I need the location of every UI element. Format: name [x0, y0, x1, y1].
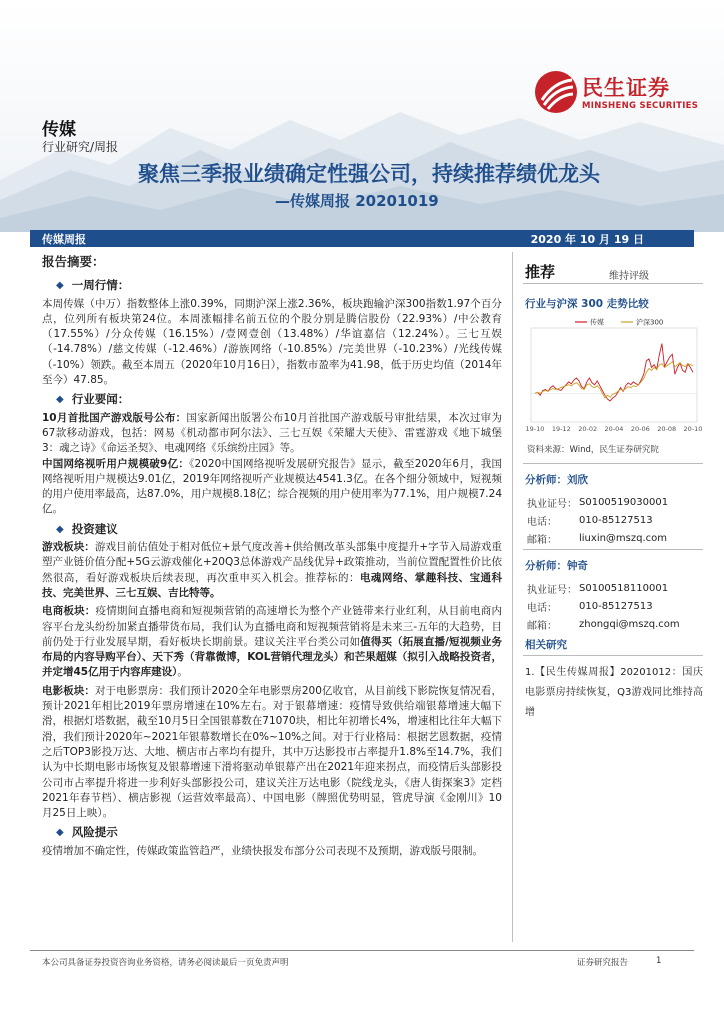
news-item-1-text: 国家新闻出版署公布10月首批国产游戏版号审批结果，本次过审为67款移动游戏，包括：网易《机动都市阿尔法》、三七互娱《荣耀大天使》、雷霆游戏《地下城堡3：魂之诗》《命运圣契》、电魂网络《乐缤纷庄园》等。: [42, 411, 502, 455]
advice-ecom-title: 电商板块：: [42, 605, 96, 618]
minsheng-logo-icon: [534, 70, 578, 114]
analyst-2-phone: 电话： 010-85127513: [527, 600, 653, 614]
diamond-bullet-icon: ◆: [56, 523, 64, 535]
x-tick-label: 20-02: [578, 425, 598, 433]
brand-name-cn: 民生证券: [582, 76, 670, 100]
section-advice-heading: 投资建议: [71, 521, 118, 536]
chart-title: 行业与沪深 300 走势比较: [525, 298, 649, 310]
section-market: [42, 278, 502, 293]
x-tick-label: 20-10: [683, 425, 703, 433]
footer-doc-type: 证券研究报告: [577, 958, 629, 968]
rating-note: 维持评级: [609, 271, 649, 282]
sidebar-column: [523, 254, 703, 723]
chart-frame: [531, 328, 697, 422]
x-tick-label: 20-04: [604, 425, 624, 433]
advice-film: [42, 684, 502, 822]
footer-divider: [30, 950, 694, 951]
analyst-1-name: 分析师：刘欣: [525, 474, 588, 486]
advice-game-picks: 电魂网络、掌趣科技、宝通科技、完美世界、三七互娱、吉比特等。: [42, 571, 503, 599]
x-tick-label: 19-12: [551, 425, 571, 433]
advice-film-title: 电影板块：: [42, 684, 95, 697]
chart-source: 资料来源：Wind，民生证券研究院: [523, 440, 703, 464]
analyst-1-reg: 执业证号： S0100519030001: [527, 496, 669, 510]
analyst-2-name: 分析师：钟奇: [525, 560, 588, 572]
risk-paragraph: 疫情增加不确定性，传媒政策监管趋严，业绩快报发布部分公司表现不及预期，游戏版号限制。: [42, 844, 483, 857]
related-title: 相关研究: [525, 639, 567, 651]
x-tick-label: 19-10: [525, 425, 545, 433]
market-paragraph: 本周传媒（中万）指数整体上涨0.39%，同期沪深上涨2.36%，板块跑输沪深300指数1.97个百分点，位列所有板块第24位。本周涨幅排名前五位的个股分别是腾信股份（22.93%）/中公教育（17.55%）/分众传媒（16.15%）/壹网壹创（13.48%）/华谊嘉信（12.24%）。三七互娱（-14.78%）/慈文传媒（-12.46%）/游族网络（-10.85%）/完美世界（-10.23%）/光线传媒（-10%）领跌。截至本周五（2020年10月16日），指数市盈率为41.98，低于历史均值（2014年至今）47.85。: [42, 297, 502, 387]
summary-title: 报告摘要：: [42, 254, 105, 269]
advice-ecom-text: 疫情期间直播电商和短视频营销的高速增长为整个产业链带来行业红利，从目前电商内容平台龙头纷纷加紧直播带货布局，我们认为直播电商和短视频营销将是未来三-五年的大趋势，目前仍处于行业发展早期，看好板块长期前景。建议关注平台类公司如: [42, 605, 503, 648]
section-risk: [42, 825, 502, 840]
diamond-bullet-icon: ◆: [56, 394, 64, 406]
diamond-bullet-icon: ◆: [56, 827, 64, 839]
footer-disclaimer: 本公司具备证券投资咨询业务资格，请务必阅读最后一页免责声明: [42, 958, 289, 968]
advice-ecom: [42, 604, 502, 680]
page-subtitle: —传媒周报 20201019: [275, 192, 439, 210]
legend-label-0: 传媒: [590, 318, 604, 327]
trend-chart: [523, 314, 703, 440]
analyst-2: [523, 550, 703, 633]
section-risk-heading: 风险提示: [71, 825, 118, 840]
related-item[interactable]: 1.【民生传媒周报】20201012：国庆电影票房持续恢复，Q3游戏同比维持高增: [525, 667, 703, 718]
section-advice: [42, 522, 502, 537]
section-news-heading: 行业要闻：: [71, 392, 130, 407]
advice-ecom-end: 。: [177, 666, 188, 679]
report-date: 2020 年 10 月 19 日: [530, 233, 644, 246]
section-market-heading: 一周行情：: [71, 278, 130, 293]
summary-column: [42, 254, 502, 859]
header-bar: [30, 230, 694, 247]
rating-label: 推荐: [525, 263, 556, 281]
analyst-1-email: 邮箱： liuxin@mszq.com: [527, 532, 668, 546]
x-tick-label: 20-06: [630, 425, 650, 433]
page-title: 聚焦三季报业绩确定性强公司，持续推荐绩优龙头: [138, 162, 600, 186]
trend-chart-svg: [523, 314, 703, 440]
advice-game-text: 游戏目前估值处于相对低位+景气度改善+供给侧改革头部集中度提升+字节入局游戏重塑产业链价值分配+5G云游戏催化+20Q3总体游戏产品线优异+政策推动，当前位置配置性价比依然很高，看好游戏板块后续表现，再次重申买入机会。推荐标的：: [42, 541, 503, 584]
analyst-1-email-link[interactable]: liuxin@mszq.com: [579, 532, 668, 544]
legend-label-1: 沪深300: [636, 318, 664, 327]
series-line-0: [535, 344, 693, 401]
rating: [523, 254, 703, 284]
advice-ecom-picks: 值得买（拓展直播/短视频业务布局的内容导购平台）、天下秀（背靠微博，KOL营销代理龙头）和芒果超媒（拟引入战略投资者，并定增45亿用于内容库建设）: [42, 635, 502, 679]
section-news: [42, 392, 502, 407]
advice-game: [42, 540, 502, 601]
column-divider: [512, 252, 513, 942]
advice-game-title: 游戏板块：: [42, 541, 95, 554]
news-item-2: [42, 457, 502, 518]
analyst-2-email: 邮箱： zhongqi@mszq.com: [527, 618, 680, 632]
report-type: 行业研究/周报: [42, 140, 119, 154]
news-item-1-title: 10月首批国产游戏版号公布：: [42, 411, 187, 424]
analyst-2-email-link[interactable]: zhongqi@mszq.com: [579, 618, 680, 630]
analyst-1: [523, 464, 703, 547]
news-item-1: [42, 411, 502, 457]
news-item-2-title: 中国网络视听用户规模破9亿：: [42, 457, 190, 470]
series-line-1: [535, 362, 693, 398]
brand-name-en: MINSHENG SECURITIES: [582, 101, 699, 111]
advice-film-text: 对于电影票房：我们预计2020全年电影票房200亿收官，从目前线下影院恢复情况看，预计2021年相比2019年票房增速在10%左右。对于银幕增速：疫情导致供给端银幕增速大幅下滑，根据灯塔数据，截至10月5日全国银幕数在71070块，相比年初增长4%，增速相比往年大幅下滑，我们预计2020年~2021年银幕数增长在0%~10%之间。对于行业格局：根据艺恩数据，疫情之后TOP3影投万达、大地、横店市占率均有提升，其中万达影投市占率提升1.8%至14.7%，我们认为中长期电影市场恢复及银幕增速下滑将驱动单银幕产出在2021年迎来拐点，而疫情后头部影投公司市占率提升将进一步利好头部影投公司，建议关注万达电影（院线龙头，《唐人街探案3》定档2021年春节档）、横店影视（运营效率最高）、中国电影（牌照优势明显，管虎导演《金刚川》10月25日上映）。: [42, 684, 502, 820]
analyst-2-reg: 执业证号： S0100518110001: [527, 582, 669, 596]
industry-label: 传媒: [42, 120, 76, 140]
x-tick-label: 20-08: [657, 425, 677, 433]
analyst-1-phone: 电话： 010-85127513: [527, 514, 653, 528]
news-item-2-text: 《2020中国网络视听发展研究报告》显示，截至2020年6月，我国网络视听用户规模达9.01亿，2019年网络视听产业规模达4541.3亿。在各个细分领域中，短视频的用户使用率最高，达87.0%，用户规模8.18亿；综合视频的用户使用率为77.1%，用户规模7.24亿。: [42, 457, 503, 516]
series-name: 传媒周报: [42, 233, 86, 246]
brand-logo: [534, 70, 704, 114]
diamond-bullet-icon: ◆: [56, 280, 64, 292]
page-number: 1: [656, 956, 662, 966]
